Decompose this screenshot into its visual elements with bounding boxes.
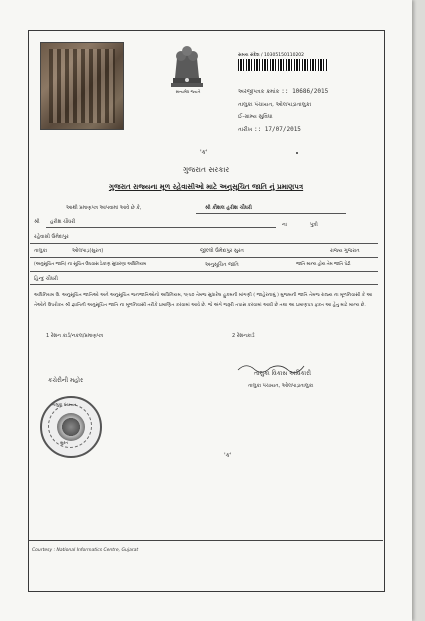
taluka-label: તાલુકા (34, 248, 48, 254)
service-name: ઈ-ગ્રામ્ય સુવિધા (238, 114, 273, 120)
village-line: રહેવાસી ઉમેદાપુર (34, 234, 69, 240)
underline (30, 257, 378, 258)
document-item-2: 2 રેશનકાર્ડ (232, 333, 255, 339)
caste-suffix: જાતિ માન્ય હોય તેમ જાતિ પેઢી (296, 262, 351, 267)
underline (196, 213, 346, 214)
ref-label: અરજીપત્રક ક્રમાંક (238, 89, 280, 95)
father-prefix: શ્રી (34, 219, 40, 225)
certificate-paragraph: અધિનિયમ ઉ. અનુસૂચિત જાતિઓ અને અનુસૂચિત જનજાતિઓનો અધિનિયમ, ૧૯૫૦ તેમજ સુધારેલ હુકમની માંગણી ( જાહેરનામું ) મુજબની જાતિ તેમજ રાજ્ય ના મૂળનિવાસી કે આ તેઓને ઉપરોક્ત શ્રી જ્ઞાતિની અનુસૂચિત જાતિ ના મૂળનિવાસી તરીકે પ્રમાણિત કરવામાં આવે છે. જે અંગે જરૂરી તપાસ કરવામાં આવી છે તથા આ પ્રમાણપત્ર ફક્ત આ હેતુ માટે માન્ય છે. (34, 293, 373, 308)
office-seal-label: કચેરીની મહોર (48, 377, 84, 384)
caste-label: (અનુસૂચિત જાતિ) ના સૂચિત ઉપવાસ ઠેકાણ સુધારણા અધિનિયમ (34, 262, 147, 267)
ne-text: ના (282, 222, 287, 228)
barcode (238, 59, 328, 71)
page-marker: 'ક' (200, 149, 208, 156)
caste-value: અનુસૂચિત જાતિ (205, 262, 239, 268)
applicant-name: શ્રી કૌશલ હરીશ ચૌધરી (205, 205, 252, 211)
barcode-number: સમય સંદેશ / 10305150110202 (238, 53, 305, 58)
seal-number: સુરત (60, 440, 68, 445)
officer-title: તાલુકા વિકાસ અધિકારી (254, 370, 311, 377)
taluka-value: ઓલપાડ઼(સુરત) (72, 248, 104, 254)
emblem-motto: સત્યમેવ જયતે (175, 89, 201, 94)
district-label: જીલ્લો ઉમેદાપુર સુરત (200, 248, 244, 254)
ref-number: :: 10686/2015 (281, 88, 329, 95)
courtesy-note: Courtesy : National Informatics Centre, Gujarat (32, 548, 139, 553)
certificate-title: ગુજરાત રાજ્યના મૂળ રહેવાસીઓ માટે અનુસૂચિત જાતિ નું પ્રમાણપત્ર (108, 183, 304, 191)
issuing-office: તાલુકા પંચાયત, ઓલપાડ઼ાતાલુકા (238, 101, 312, 108)
relation: પુત્રી (310, 222, 318, 228)
underline (30, 243, 378, 244)
national-emblem-icon (165, 38, 209, 94)
document-item-1: 1 રેશન કાર્ડ/નકલ/પ્રમાણપત્ર (46, 333, 104, 339)
date-label: તારીખ (238, 126, 253, 133)
intro-text: આથી પ્રમાણપત્ર આપવામાં આવે છે કે, (66, 205, 142, 211)
footer-divider (28, 540, 383, 541)
government-title: ગુજરાત સરકાર (182, 165, 230, 174)
officer-office: તાલુકા પંચાયત, ઓલપાડ઼ાતાલુકા (248, 383, 314, 389)
resident-line: હિન્દુ ચૌધરી (34, 276, 58, 282)
dot (296, 152, 298, 154)
underline (46, 227, 276, 228)
page-marker-bottom: 'ક' (224, 452, 232, 459)
underline (30, 284, 378, 285)
applicant-photo (40, 42, 124, 130)
issue-date: :: 17/07/2015 (253, 125, 301, 133)
underline (30, 271, 378, 272)
seal-text: તાલુકા પંચાયત (52, 402, 77, 407)
certificate-meta (238, 86, 328, 136)
state-label: રાજ્ય ગુજરાત (330, 248, 360, 254)
father-name: હરીશ ચૌધરી (50, 219, 76, 225)
